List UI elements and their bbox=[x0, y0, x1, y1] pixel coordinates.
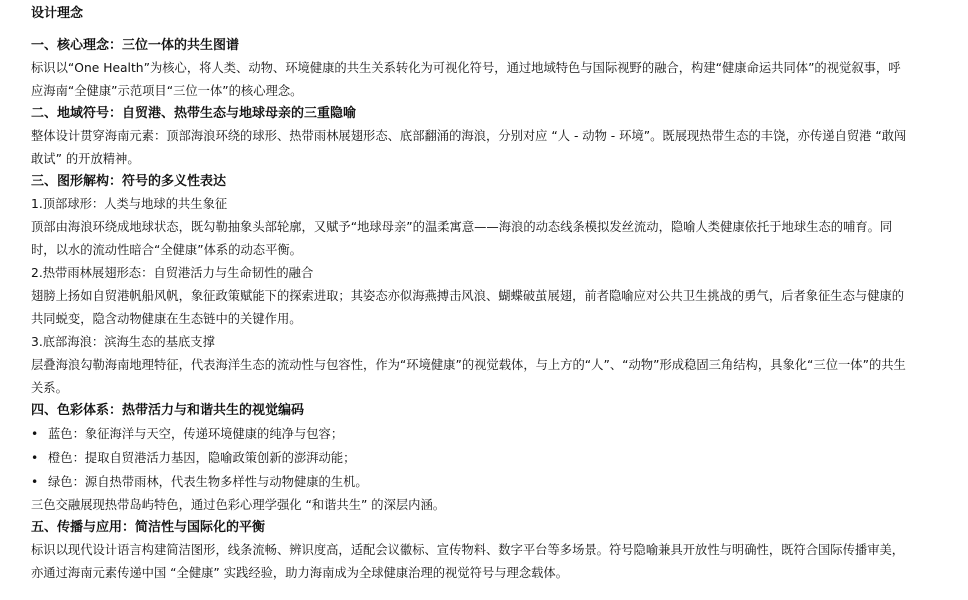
color-bullet-list bbox=[31, 422, 911, 494]
list-item-text: 绿色：源自热带雨林，代表生物多样性与动物健康的生机。 bbox=[48, 475, 368, 489]
section-heading: 五、传播与应用：简洁性与国际化的平衡 bbox=[31, 520, 266, 535]
document-title: 设计理念 bbox=[31, 6, 84, 21]
subsection-heading: 1.顶部球形：人类与地球的共生象征 bbox=[31, 197, 228, 211]
section-heading: 四、色彩体系：热带活力与和谐共生的视觉编码 bbox=[31, 403, 305, 418]
section-color-system bbox=[31, 400, 911, 517]
list-item-text: 蓝色：象征海洋与天空，传递环境健康的纯净与包容； bbox=[48, 427, 344, 441]
subsection-heading: 3.底部海浪：滨海生态的基底支撑 bbox=[31, 335, 215, 349]
bullet-icon: • bbox=[31, 475, 39, 489]
section-regional-symbols bbox=[31, 103, 911, 171]
section-paragraph: 标识以“One Health”为核心，将人类、动物、环境健康的共生关系转化为可视化符号，通过地域特色与国际视野的融合，构建“健康命运共同体”的视觉叙事，呼应海南“全健康”示范项目“三位一体”的核心理念。 bbox=[31, 61, 901, 98]
section-heading: 一、核心理念：三位一体的共生图谱 bbox=[31, 38, 240, 53]
section-core-concept bbox=[31, 35, 911, 103]
section-communication bbox=[31, 517, 911, 585]
list-item bbox=[31, 446, 911, 470]
subsection-heading: 2.热带雨林展翅形态：自贸港活力与生命韧性的融合 bbox=[31, 266, 314, 280]
list-item bbox=[31, 422, 911, 446]
bullet-icon: • bbox=[31, 451, 39, 465]
section-paragraph: 翅膀上扬如自贸港帆船风帆，象征政策赋能下的探索进取；其姿态亦似海燕搏击风浪、蝴蝶破茧展翅，前者隐喻应对公共卫生挑战的勇气，后者象征生态与健康的共同蜕变，隐含动物健康在生态链中的关键作用。 bbox=[31, 289, 905, 326]
section-paragraph: 标识以现代设计语言构建简洁图形，线条流畅、辨识度高，适配会议徽标、宣传物料、数字平台等多场景。符号隐喻兼具开放性与明确性，既符合国际传播审美，亦通过海南元素传递中国 “全健康” 实践经验，助力海南成为全球健康治理的视觉符号与理念载体。 bbox=[31, 543, 905, 580]
section-heading: 二、地域符号：自贸港、热带生态与地球母亲的三重隐喻 bbox=[31, 106, 357, 121]
section-graphic-deconstruction bbox=[31, 171, 911, 400]
bullet-icon: • bbox=[31, 427, 39, 441]
list-item bbox=[31, 470, 911, 494]
section-paragraph: 层叠海浪勾勒海南地理特征，代表海洋生态的流动性与包容性，作为“环境健康”的视觉载体，与上方的“人”、“动物”形成稳固三角结构，具象化“三位一体”的共生关系。 bbox=[31, 358, 906, 395]
section-paragraph: 顶部由海浪环绕成地球状态，既勾勒抽象头部轮廓，又赋予“地球母亲”的温柔寓意——海浪的动态线条模拟发丝流动，隐喻人类健康依托于地球生态的哺育。同时，以水的流动性暗合“全健康”体系的动态平衡。 bbox=[31, 220, 893, 257]
section-heading: 三、图形解构：符号的多义性表达 bbox=[31, 174, 227, 189]
section-paragraph: 三色交融展现热带岛屿特色，通过色彩心理学强化 “和谐共生” 的深层内涵。 bbox=[31, 498, 446, 512]
list-item-text: 橙色：提取自贸港活力基因，隐喻政策创新的澎湃动能； bbox=[48, 451, 356, 465]
section-paragraph: 整体设计贯穿海南元素：顶部海浪环绕的球形、热带雨林展翅形态、底部翻涌的海浪，分别对应 “人 - 动物 - 环境”。既展现热带生态的丰饶，亦传递自贸港 “敢闯敢试” 的开放精神。 bbox=[31, 129, 907, 166]
